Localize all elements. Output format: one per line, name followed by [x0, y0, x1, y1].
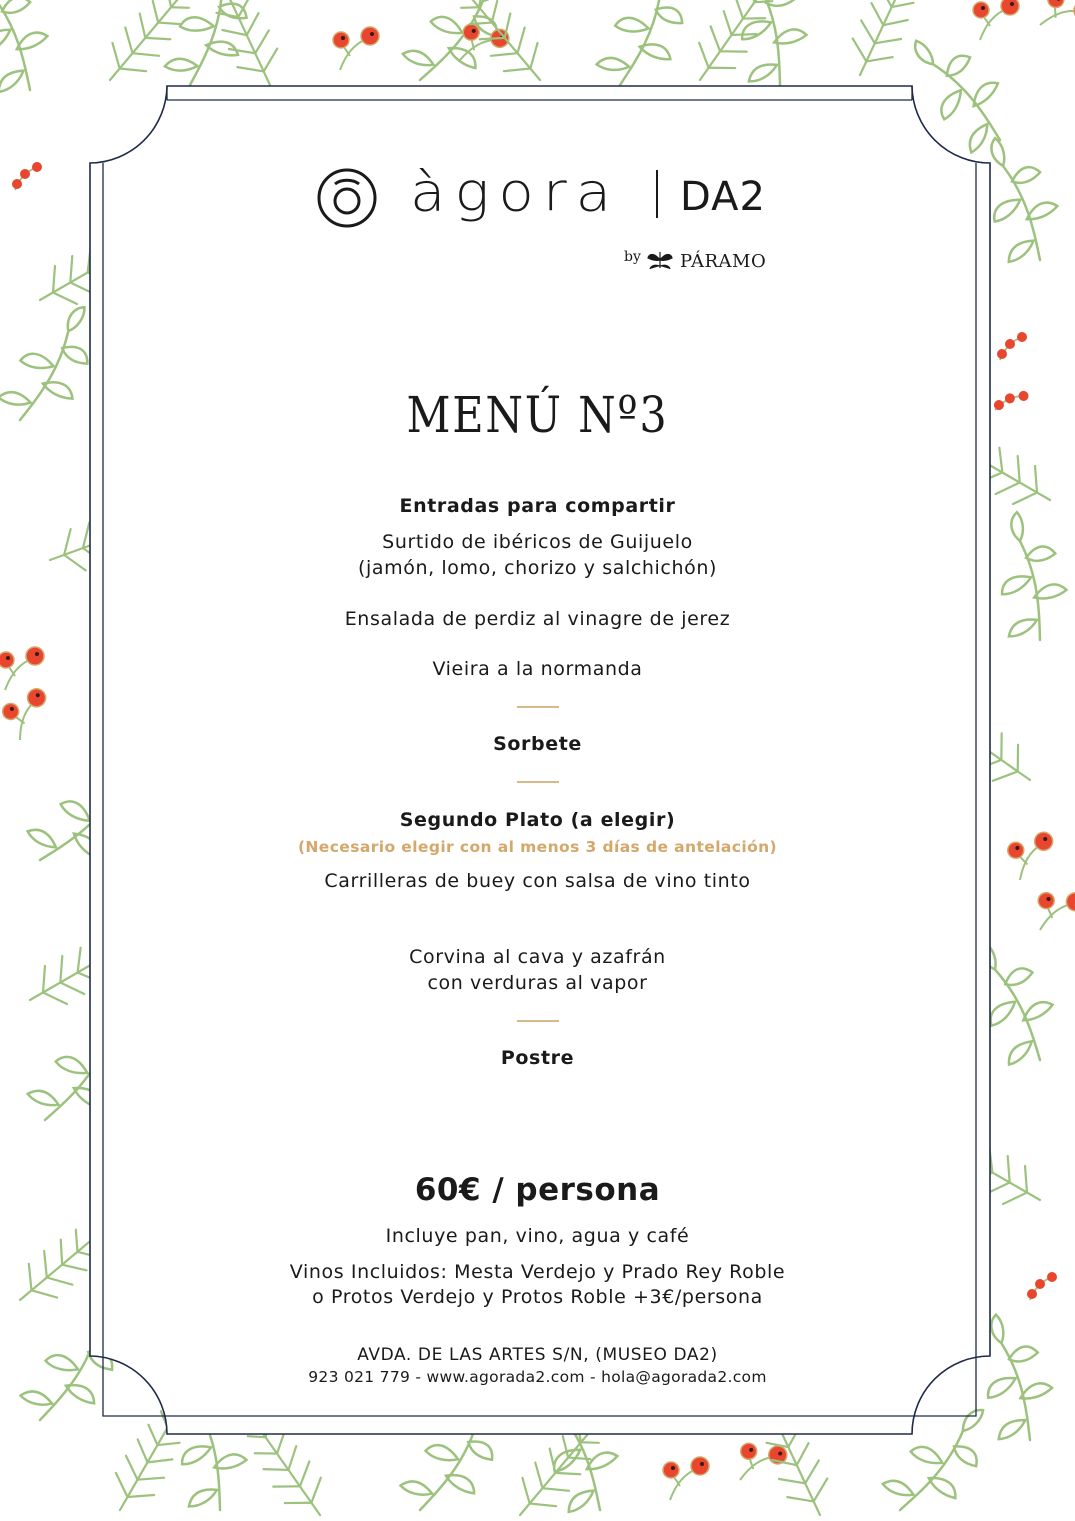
dish-carrilleras: Carrilleras de buey con salsa de vino tinto: [324, 870, 751, 892]
contact-info: 923 021 779 - www.agorada2.com - hola@agorada2.com: [308, 1368, 767, 1386]
agora-logo-icon: [316, 167, 378, 229]
dish-iberico-line2: (jamón, lomo, chorizo y salchichón): [358, 557, 717, 579]
section-title-sorbete: Sorbete: [493, 733, 582, 755]
partner-name: PÁRAMO: [680, 251, 767, 272]
dish-ensalada: Ensalada de perdiz al vinagre de jerez: [344, 608, 731, 630]
section-title-entradas: Entradas para compartir: [399, 495, 676, 517]
section-title-segundo: Segundo Plato (a elegir): [399, 809, 676, 831]
section-divider: [517, 781, 559, 783]
wines-line2: o Protos Verdejo y Protos Roble +3€/persona: [312, 1286, 763, 1308]
includes-text: Incluye pan, vino, agua y café: [385, 1225, 690, 1247]
menu-title: MENÚ Nº3: [406, 386, 669, 444]
address: AVDA. DE LAS ARTES S/N, (MUSEO DA2): [357, 1345, 718, 1365]
brand-name: àgora: [410, 160, 621, 224]
dish-vieira: Vieira a la normanda: [432, 658, 643, 680]
dish-corvina-line2: con verduras al vapor: [427, 972, 648, 994]
by-label: by: [624, 249, 641, 265]
wines-line1: Vinos Incluidos: Mesta Verdejo y Prado Rey Roble: [289, 1261, 786, 1283]
logo: [170, 150, 905, 290]
section-divider: [517, 706, 559, 708]
section-divider: [517, 1020, 559, 1022]
brand-suffix: DA2: [680, 174, 766, 220]
section-title-postre: Postre: [500, 1047, 575, 1069]
dish-iberico-line1: Surtido de ibéricos de Guijuelo: [382, 531, 693, 553]
segundo-note: (Necesario elegir con al menos 3 días de antelación): [297, 838, 778, 856]
dish-corvina-line1: Corvina al cava y azafrán: [409, 946, 666, 968]
menu-card: [170, 150, 905, 1410]
price: 60€ / persona: [414, 1172, 661, 1208]
logo-divider: [656, 170, 658, 218]
paramo-leaf-icon: [646, 248, 674, 270]
